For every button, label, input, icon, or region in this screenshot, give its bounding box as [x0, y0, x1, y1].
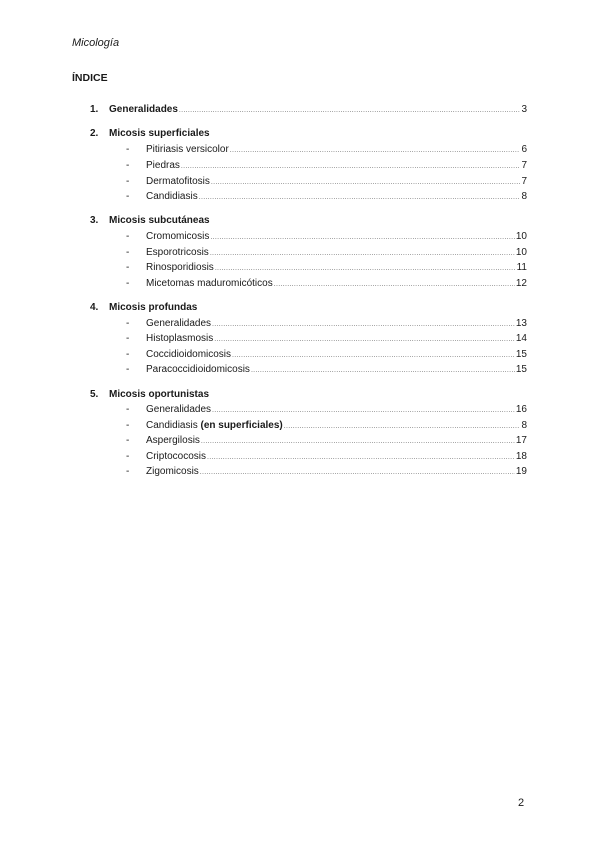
leader-dots — [199, 191, 521, 205]
leader-dots — [210, 231, 515, 245]
leader-dots — [232, 349, 515, 363]
leader-dots — [212, 404, 515, 418]
page-number: 2 — [518, 797, 525, 809]
toc-section-micosis-oportunistas[interactable]: 5. Micosis oportunistas — [90, 389, 210, 400]
leader-dots — [212, 318, 515, 332]
leader-dots — [210, 247, 515, 261]
toc-section-micosis-subcutaneas[interactable]: 3. Micosis subcutáneas — [90, 215, 210, 226]
leader-dots — [251, 364, 515, 378]
leader-dots — [284, 420, 521, 434]
leader-dots — [274, 278, 515, 292]
toc-item[interactable]: - Piedras ..... 7 — [126, 159, 527, 173]
running-header: Micología — [72, 37, 120, 49]
leader-dots — [230, 144, 521, 158]
leader-dots — [214, 333, 515, 347]
toc-item[interactable]: - Zigomicosis ..... 19 — [126, 465, 527, 479]
leader-dots — [179, 104, 521, 118]
toc-item[interactable]: - Rinosporidiosis ..... 11 — [126, 261, 527, 275]
toc-item[interactable]: - Coccidioidomicosis ..... 15 — [126, 348, 527, 362]
toc-section-micosis-profundas[interactable]: 4. Micosis profundas — [90, 302, 198, 313]
toc-section-title: Micosis oportunistas — [109, 389, 210, 400]
toc-page-number: 3 — [521, 104, 527, 115]
toc-section-generalidades[interactable]: 1. Generalidades ..... 3 — [90, 103, 527, 117]
toc-section-title: Generalidades — [109, 104, 178, 115]
toc-section-title: Micosis superficiales — [109, 128, 210, 139]
toc-item[interactable]: - Candidiasis (en superficiales) ..... 8 — [126, 419, 527, 433]
toc-item[interactable]: - Cromomicosis ..... 10 — [126, 230, 527, 244]
toc-section-micosis-superficiales[interactable]: 2. Micosis superficiales — [90, 128, 210, 139]
toc-item[interactable]: - Candidiasis ..... 8 — [126, 190, 527, 204]
toc-item[interactable]: - Pitiriasis versicolor ..... 6 — [126, 143, 527, 157]
index-title: ÍNDICE — [72, 72, 108, 84]
toc-item[interactable]: - Dermatofitosis ..... 7 — [126, 175, 527, 189]
leader-dots — [200, 466, 515, 480]
toc-item[interactable]: - Generalidades ..... 16 — [126, 403, 527, 417]
toc-item[interactable]: - Micetomas maduromicóticos ..... 12 — [126, 277, 527, 291]
leader-dots — [211, 176, 521, 190]
leader-dots — [181, 160, 521, 174]
toc-section-title: Micosis subcutáneas — [109, 215, 210, 226]
bold-qualifier: (en superficiales) — [200, 420, 283, 431]
toc-item[interactable]: - Esporotricosis ..... 10 — [126, 246, 527, 260]
toc-item[interactable]: - Criptococosis ..... 18 — [126, 450, 527, 464]
toc-item[interactable]: - Paracoccidioidomicosis ..... 15 — [126, 363, 527, 377]
toc-item[interactable]: - Generalidades ..... 13 — [126, 317, 527, 331]
toc-section-title: Micosis profundas — [109, 302, 198, 313]
leader-dots — [215, 262, 516, 276]
leader-dots — [201, 435, 515, 449]
toc-item[interactable]: - Aspergilosis ..... 17 — [126, 434, 527, 448]
toc-item[interactable]: - Histoplasmosis ..... 14 — [126, 332, 527, 346]
leader-dots — [207, 451, 515, 465]
